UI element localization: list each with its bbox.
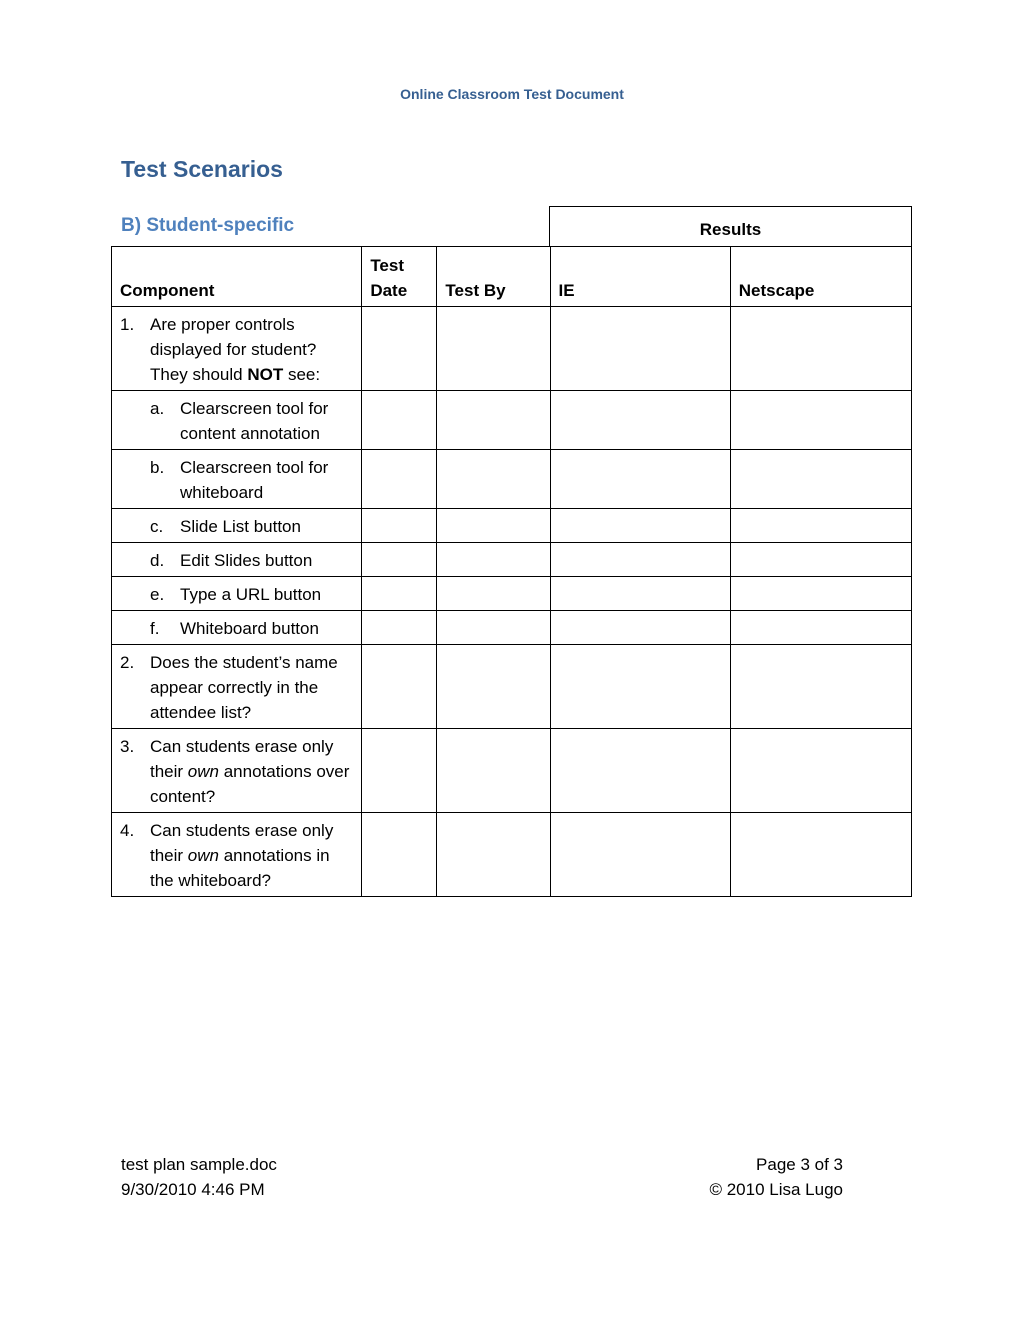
component-cell: 3. Can students erase only their own annotations over content?	[112, 729, 362, 813]
ie-result-cell[interactable]	[550, 577, 730, 611]
ie-result-cell[interactable]	[550, 813, 730, 897]
section-title: Test Scenarios	[121, 156, 283, 182]
test-date-cell[interactable]	[362, 729, 437, 813]
component-cell: d. Edit Slides button	[112, 543, 362, 577]
ie-result-cell[interactable]	[550, 611, 730, 645]
test-by-cell[interactable]	[437, 813, 550, 897]
table-row	[112, 577, 912, 611]
test-by-cell[interactable]	[437, 577, 550, 611]
test-scenarios-table	[111, 246, 912, 897]
test-by-cell[interactable]	[437, 729, 550, 813]
table-row	[112, 307, 912, 391]
netscape-result-cell[interactable]	[730, 611, 911, 645]
netscape-result-cell[interactable]	[730, 509, 911, 543]
netscape-result-cell[interactable]	[730, 813, 911, 897]
ie-result-cell[interactable]	[550, 645, 730, 729]
table-row	[112, 611, 912, 645]
column-header-ie: IE	[550, 247, 730, 307]
footer-right	[709, 1152, 843, 1202]
document-header-title: Online Classroom Test Document	[400, 86, 624, 102]
test-date-cell[interactable]	[362, 611, 437, 645]
table-row	[112, 645, 912, 729]
footer-filename: test plan sample.doc	[121, 1155, 277, 1174]
netscape-result-cell[interactable]	[730, 450, 911, 509]
ie-result-cell[interactable]	[550, 729, 730, 813]
column-header-test-by: Test By	[437, 247, 550, 307]
component-cell: a. Clearscreen tool for content annotation	[112, 391, 362, 450]
netscape-result-cell[interactable]	[730, 391, 911, 450]
test-by-cell[interactable]	[437, 509, 550, 543]
footer-copyright: © 2010 Lisa Lugo	[709, 1180, 843, 1199]
table-row	[112, 450, 912, 509]
test-by-cell[interactable]	[437, 307, 550, 391]
test-date-cell[interactable]	[362, 543, 437, 577]
column-header-netscape: Netscape	[730, 247, 911, 307]
component-cell: f. Whiteboard button	[112, 611, 362, 645]
results-label: Results	[699, 220, 762, 239]
test-by-cell[interactable]	[437, 450, 550, 509]
table-row	[112, 543, 912, 577]
test-by-cell[interactable]	[437, 611, 550, 645]
netscape-result-cell[interactable]	[730, 577, 911, 611]
test-date-cell[interactable]	[362, 813, 437, 897]
component-cell: 2. Does the student’s name appear correctly in the attendee list?	[112, 645, 362, 729]
netscape-result-cell[interactable]	[730, 645, 911, 729]
footer-datetime: 9/30/2010 4:46 PM	[121, 1180, 265, 1199]
ie-result-cell[interactable]	[550, 509, 730, 543]
table-row	[112, 509, 912, 543]
results-group-header	[549, 206, 912, 246]
footer-left	[121, 1152, 277, 1202]
netscape-result-cell[interactable]	[730, 307, 911, 391]
table-row	[112, 391, 912, 450]
footer-page-number: Page 3 of 3	[756, 1155, 843, 1174]
test-by-cell[interactable]	[437, 645, 550, 729]
component-cell: 4. Can students erase only their own annotations in the whiteboard?	[112, 813, 362, 897]
test-by-cell[interactable]	[437, 543, 550, 577]
table-row	[112, 729, 912, 813]
test-date-cell[interactable]	[362, 450, 437, 509]
ie-result-cell[interactable]	[550, 391, 730, 450]
subsection-title: B) Student-specific	[121, 215, 295, 236]
table-header-row	[112, 247, 912, 307]
table-row	[112, 813, 912, 897]
test-date-cell[interactable]	[362, 509, 437, 543]
test-date-cell[interactable]	[362, 391, 437, 450]
column-header-test-date: Test Date	[362, 247, 437, 307]
test-date-cell[interactable]	[362, 307, 437, 391]
component-cell: e. Type a URL button	[112, 577, 362, 611]
column-header-component: Component	[112, 247, 362, 307]
component-cell: 1. Are proper controls displayed for student? They should NOT see:	[112, 307, 362, 391]
component-cell: c. Slide List button	[112, 509, 362, 543]
netscape-result-cell[interactable]	[730, 729, 911, 813]
netscape-result-cell[interactable]	[730, 543, 911, 577]
component-cell: b. Clearscreen tool for whiteboard	[112, 450, 362, 509]
ie-result-cell[interactable]	[550, 543, 730, 577]
ie-result-cell[interactable]	[550, 450, 730, 509]
test-by-cell[interactable]	[437, 391, 550, 450]
ie-result-cell[interactable]	[550, 307, 730, 391]
test-date-cell[interactable]	[362, 577, 437, 611]
test-date-cell[interactable]	[362, 645, 437, 729]
